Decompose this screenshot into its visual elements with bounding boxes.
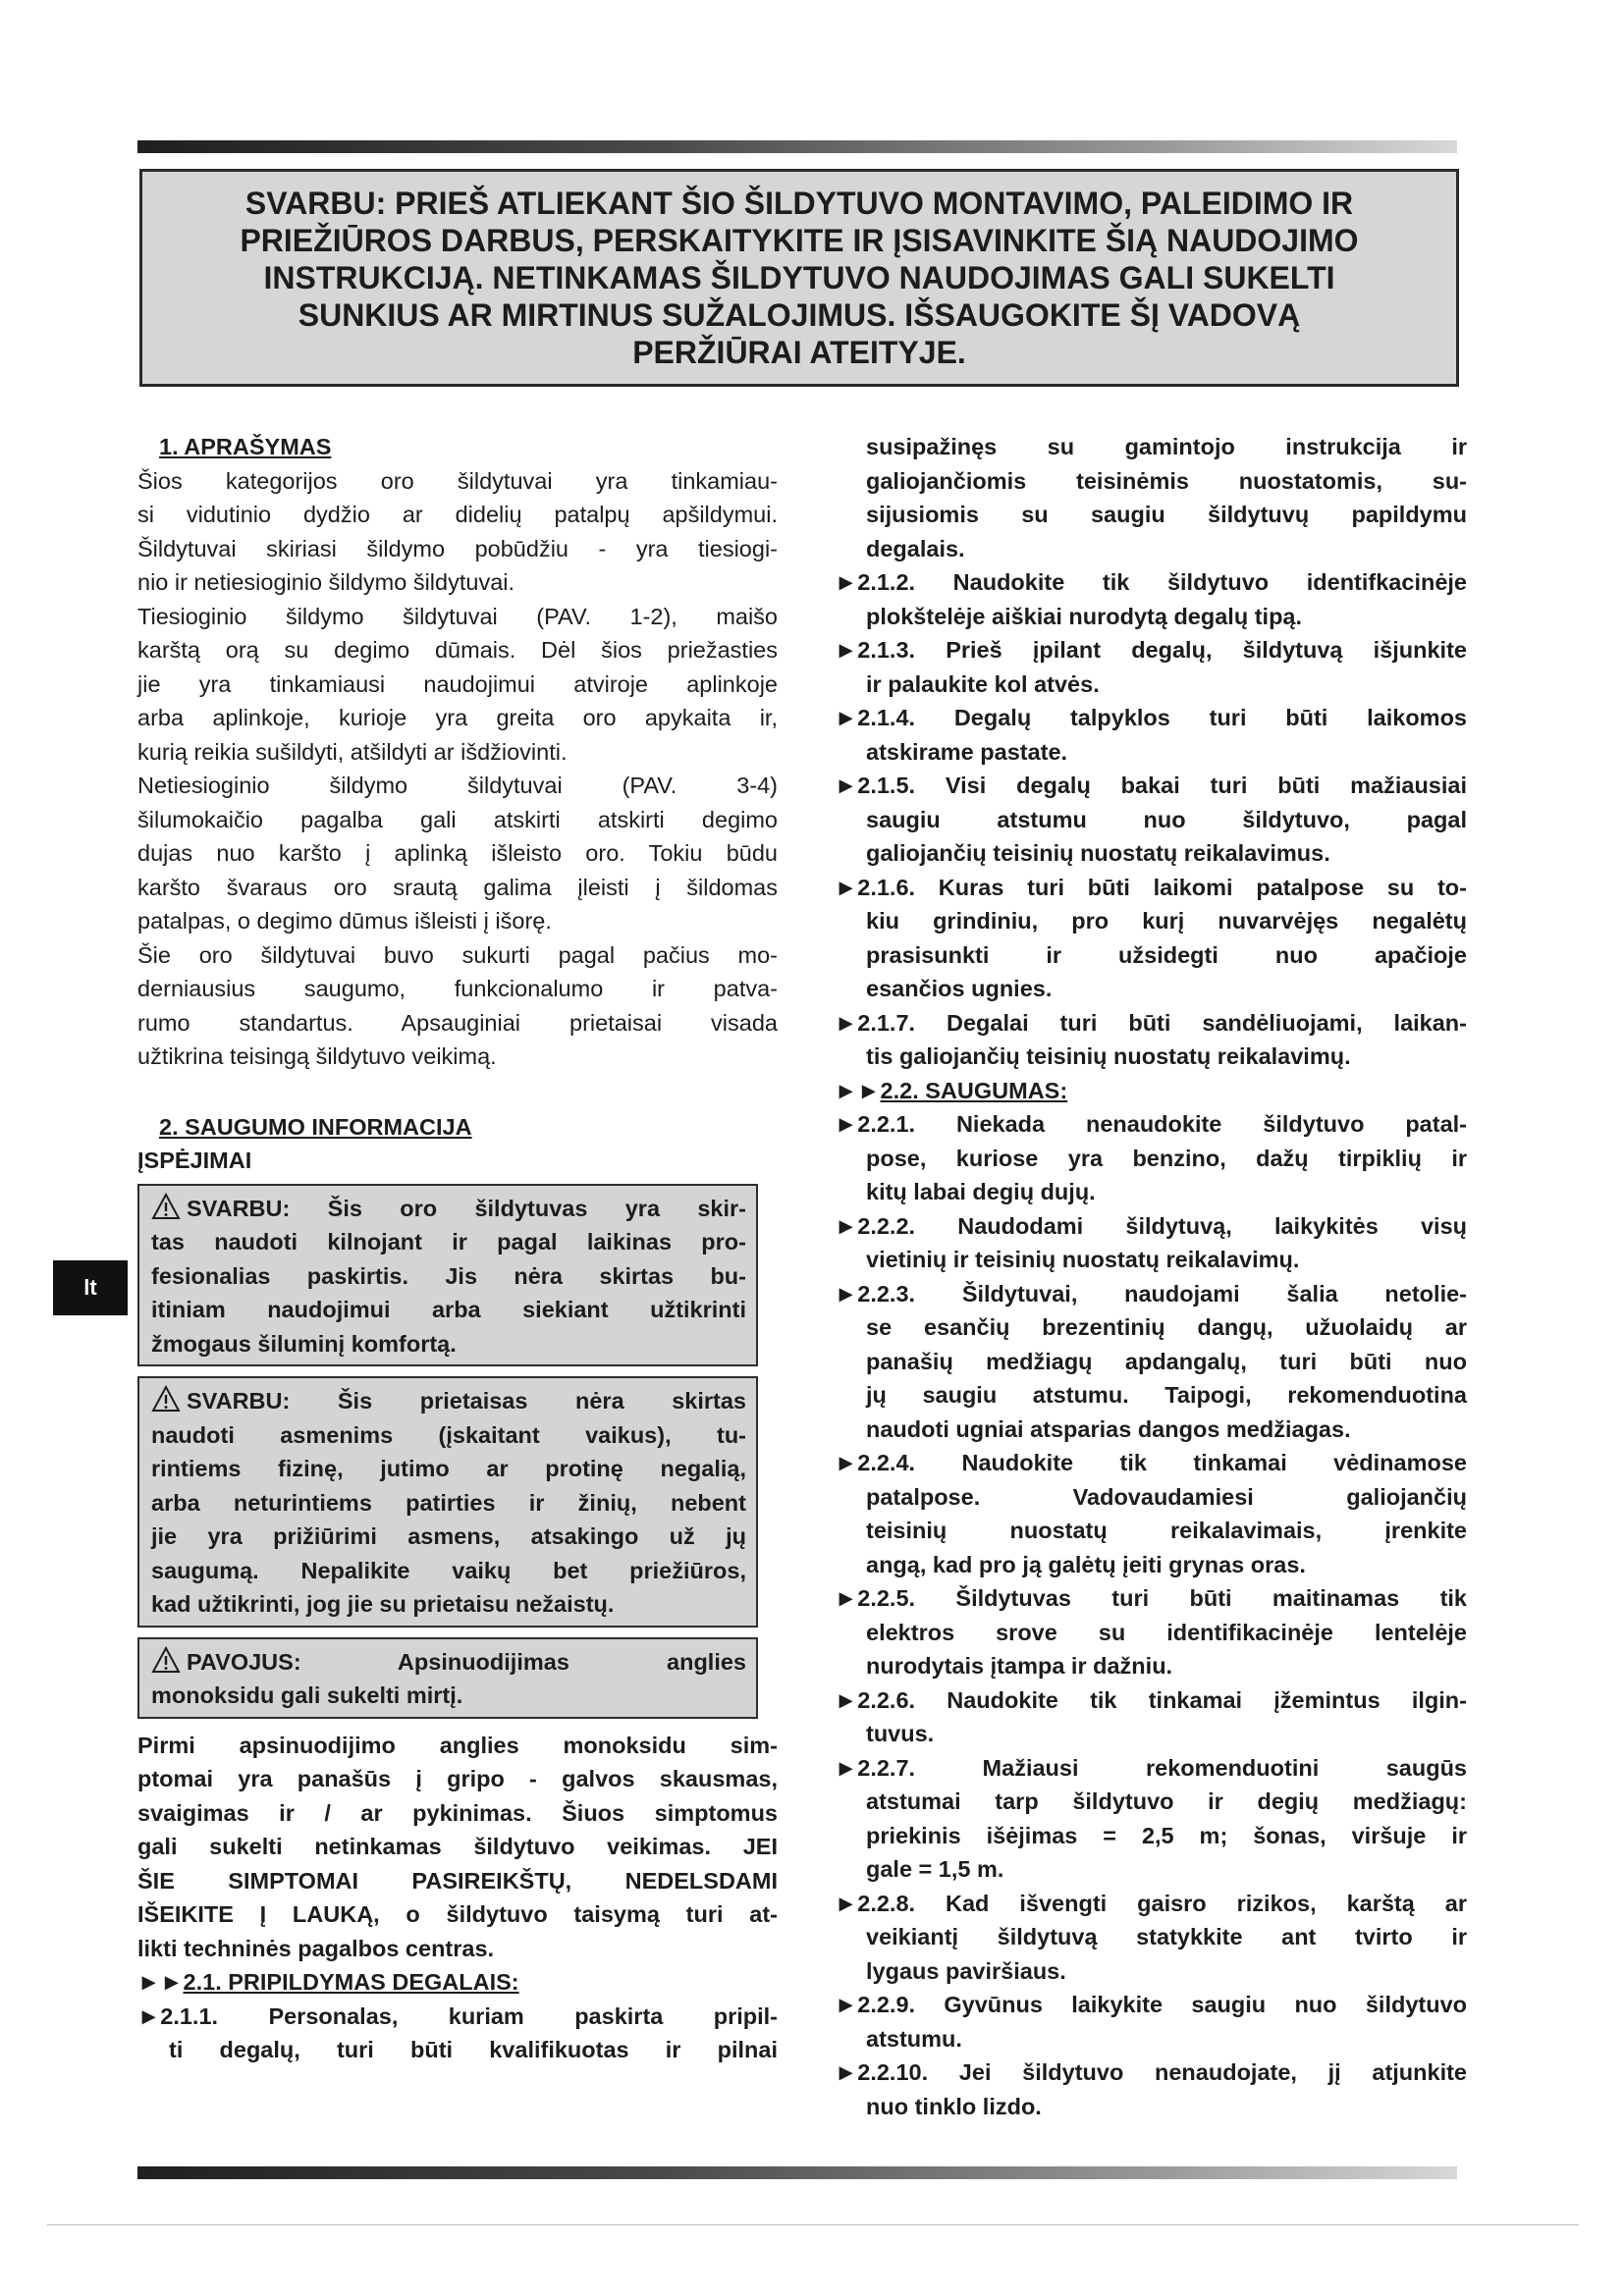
text-line: ►2.1.4. Degalų talpyklos turi būti laikomos [835, 705, 1467, 730]
text-line: ►2.2.9. Gyvūnus laikykite saugiu nuo šildytuvo [835, 1992, 1467, 2017]
text-line: galiojančiomis teisinėmis nuostatomis, su- [866, 467, 1467, 494]
text-line: Šildytuvai skiriasi šildymo pobūdžiu - yra tiesiogi- [137, 535, 778, 561]
text-line: šilumokaičio pagalba gali atskirti atskirti degimo [137, 806, 778, 832]
text-line: kitų labai degių dujų. [866, 1179, 1096, 1204]
section-1-title: 1. APRAŠYMAS [159, 434, 332, 459]
text-line: itiniam naudojimui arba siekiant užtikrinti [151, 1297, 746, 1322]
text-line: prasisunkti ir užsidegti nuo apačioje [866, 941, 1467, 968]
item-2-2-1 [835, 1107, 1467, 1209]
text-line: svaigimas ir / ar pykinimas. Šiuos simptomus [137, 1799, 778, 1826]
warning-triangle-icon [151, 1193, 181, 1220]
item-2-1-7 [835, 1006, 1467, 1074]
text-line: tuvus. [866, 1721, 935, 1746]
text-line: atstumai tarp šildytuvo ir degių medžiagų: [866, 1789, 1467, 1814]
subsection-title-text: 2.1. PRIPILDYMAS DEGALAIS: [183, 1969, 519, 1995]
arrow-markers: ►► [137, 1969, 184, 1995]
text-line: PAVOJUS: Apsinuodijimas anglies [187, 1648, 746, 1675]
left-column [137, 430, 778, 2067]
text-line: veikiantį šildytuvą statykkite ant tvirto ir [866, 1924, 1467, 1949]
text-line: gali sukelti netinkamas šildytuvo veikimas. JEI [137, 1834, 778, 1859]
warning-box-persons [137, 1376, 758, 1628]
language-tab: lt [53, 1260, 128, 1315]
text-line: patalpas, o degimo dūmus išleisti į išorę. [137, 908, 552, 934]
item-2-1-1 [137, 2000, 778, 2067]
item-2-2-8 [835, 1887, 1467, 1989]
item-2-1-5 [835, 769, 1467, 871]
text-line: gale = 1,5 m. [866, 1856, 1004, 1882]
description-paragraph [137, 769, 778, 938]
text-line: naudoti asmenims (įskaitant vaikus), tu- [151, 1421, 746, 1448]
warning-triangle-icon [151, 1385, 181, 1413]
subsection-2-2-title [835, 1074, 1467, 1108]
text-line: Netiesioginio šildymo šildytuvai (PAV. 3-4) [137, 773, 778, 798]
item-2-1-6 [835, 871, 1467, 1006]
item-2-1-1-continued [835, 430, 1467, 565]
text-line: karšto švaraus oro srautą galima įleisti į šildomas [137, 874, 778, 900]
text-line: elektros srove su identifikacinėje lentelėje [866, 1619, 1467, 1645]
warning-box-portable-use [137, 1184, 758, 1367]
text-line: arba neturintiems patirties ir žinių, nebent [151, 1489, 746, 1516]
text-line: priekinis išėjimas = 2,5 m; šonas, viršuje ir [866, 1822, 1467, 1848]
text-line: fesionalias paskirtis. Jis nėra skirtas bu- [151, 1262, 746, 1289]
text-line: susipažinęs su gamintojo instrukcija ir [866, 434, 1467, 459]
text-line: ptomai yra panašūs į gripo - galvos skausmas, [137, 1766, 778, 1791]
text-line: tas naudoti kilnojant ir pagal laikinas pro- [151, 1229, 746, 1255]
warning-line: INSTRUKCIJĄ. NETINKAMAS ŠILDYTUVO NAUDOJIMAS GALI SUKELTI [263, 260, 1335, 295]
item-2-2-3 [835, 1277, 1467, 1447]
spacer [137, 1074, 778, 1110]
item-2-2-5 [835, 1581, 1467, 1683]
text-line: ►2.1.6. Kuras turi būti laikomi patalpose su to- [835, 874, 1467, 900]
description-paragraph [137, 938, 778, 1074]
text-line: rumo standartus. Apsauginiai prietaisai visada [137, 1009, 778, 1036]
text-line: ►2.2.5. Šildytuvas turi būti maitinamas tik [835, 1585, 1467, 1611]
description-paragraph [137, 464, 778, 600]
text-line: kurią reikia sušildyti, atšildyti ar išdžiovinti. [137, 738, 568, 765]
text-line: pose, kuriose yra benzino, dažų tirpiklių ir [866, 1145, 1467, 1171]
text-line: nuo tinklo lizdo. [866, 2093, 1042, 2119]
text-line: degalais. [866, 535, 965, 561]
text-line: ►2.2.7. Mažiausi rekomenduotini saugūs [835, 1754, 1467, 1781]
right-column [835, 430, 1467, 2123]
text-line: jų saugiu atstumu. Taipogi, rekomenduotina [866, 1382, 1467, 1408]
item-2-2-2 [835, 1209, 1467, 1277]
important-warning-header [139, 169, 1459, 387]
warning-line: SUNKIUS AR MIRTINUS SUŽALOJIMUS. IŠSAUGOKITE ŠĮ VADOVĄ [298, 297, 1301, 333]
item-2-2-6 [835, 1683, 1467, 1751]
text-line: jie yra tinkamiausi naudojimui atviroje aplinkoje [137, 670, 778, 697]
warning-line: PERŽIŪRAI ATEITYJE. [632, 335, 966, 370]
text-line: likti techninės pagalbos centras. [137, 1935, 495, 1961]
text-line: patalpose. Vadovaudamiesi galiojančių [866, 1483, 1467, 1510]
text-line: užtikrina teisingą šildytuvo veikimą. [137, 1043, 497, 1069]
text-line: arba aplinkoje, kurioje yra greita oro apykaita ir, [137, 705, 778, 730]
text-line: ►2.1.5. Visi degalų bakai turi būti mažiausiai [835, 773, 1467, 798]
text-line: ir palaukite kol atvės. [866, 670, 1100, 697]
text-line: ►2.2.10. Jei šildytuvo nenaudojate, jį atjunkite [835, 2059, 1467, 2085]
item-2-1-4 [835, 701, 1467, 769]
text-line: rintiems fizinę, jutimo ar protinę negalią, [151, 1456, 746, 1481]
warning-line: SVARBU: PRIEŠ ATLIEKANT ŠIO ŠILDYTUVO MONTAVIMO, PALEIDIMO IR [244, 186, 1354, 221]
text-line: ►2.2.2. Naudodami šildytuvą, laikykitės visų [835, 1212, 1467, 1239]
text-line: monoksidu gali sukelti mirtį. [151, 1682, 463, 1708]
text-line: SVARBU: Šis oro šildytuvas yra skir- [187, 1195, 746, 1221]
text-line: ►2.1.1. Personalas, kuriam paskirta pripil- [137, 2002, 778, 2029]
subsection-title-text: 2.2. SAUGUMAS: [880, 1077, 1068, 1103]
text-line: derniausius saugumo, funkcionalumo ir patva- [137, 976, 778, 1001]
warnings-title: ĮSPĖJIMAI [137, 1148, 252, 1173]
co-symptoms-paragraph [137, 1729, 778, 1966]
text-line: atskirame pastate. [866, 738, 1068, 765]
text-line: ►2.2.4. Naudokite tik tinkamai vėdinamose [835, 1450, 1467, 1475]
text-line: kiu grindiniu, pro kurį nuvarvėjęs negalėtų [866, 908, 1467, 934]
text-line: ►2.2.1. Niekada nenaudokite šildytuvo patal- [835, 1111, 1467, 1137]
text-line: sijusiomis su saugiu šildytuvų papildymu [866, 502, 1467, 527]
bottom-decorative-bar [137, 2166, 1457, 2179]
text-line: Pirmi apsinuodijimo anglies monoksidu sim- [137, 1732, 778, 1758]
item-2-2-7 [835, 1751, 1467, 1887]
text-line: dujas nuo karšto į aplinką išleisto oro. Tokiu būdu [137, 840, 778, 866]
description-paragraph [137, 600, 778, 770]
item-2-2-9 [835, 1988, 1467, 2056]
warning-line: PRIEŽIŪROS DARBUS, PERSKAITYKITE IR ĮSISAVINKITE ŠIĄ NAUDOJIMO [240, 223, 1359, 258]
text-line: se esančių brezentinių dangų, užuolaidų ar [866, 1314, 1467, 1340]
text-line: panašių medžiagų apdangalų, turi būti nuo [866, 1348, 1467, 1374]
text-line: nurodytais įtampa ir dažniu. [866, 1653, 1173, 1679]
text-line: saugumą. Nepalikite vaikų bet priežiūros, [151, 1557, 746, 1583]
section-2-title: 2. SAUGUMO INFORMACIJA [159, 1113, 472, 1140]
text-line: plokštelėje aiškiai nurodytą degalų tipą. [866, 603, 1303, 629]
warning-triangle-icon [151, 1646, 181, 1674]
item-2-2-10 [835, 2056, 1467, 2123]
text-line: IŠEIKITE Į LAUKĄ, o šildytuvo taisymą turi at- [137, 1901, 778, 1927]
text-line: Tiesioginio šildymo šildytuvai (PAV. 1-2), maišo [137, 603, 778, 629]
text-line: esančios ugnies. [866, 976, 1053, 1001]
text-line: vietinių ir teisinių nuostatų reikalavimų. [866, 1247, 1300, 1272]
text-line: angą, kad pro ją galėtų įeiti grynas oras. [866, 1551, 1306, 1577]
text-line: galiojančių teisinių nuostatų reikalavimus. [866, 840, 1330, 866]
text-line: ►2.2.6. Naudokite tik tinkamai įžemintus ilgin- [835, 1686, 1467, 1713]
warning-box-danger-co [137, 1637, 758, 1719]
text-line: ►2.1.2. Naudokite tik šildytuvo identifkacinėje [835, 569, 1467, 595]
text-line: nio ir netiesioginio šildymo šildytuvai. [137, 569, 515, 595]
text-line: ►2.2.8. Kad išvengti gaisro rizikos, karštą ar [835, 1890, 1467, 1916]
text-line: SVARBU: Šis prietaisas nėra skirtas [187, 1388, 746, 1414]
item-2-2-4 [835, 1446, 1467, 1581]
text-line: žmogaus šiluminį komfortą. [151, 1330, 457, 1357]
text-line: teisinių nuostatų reikalavimais, įrenkite [866, 1518, 1467, 1543]
text-line: naudoti ugniai atsparias dangos medžiagas. [866, 1415, 1351, 1442]
footer-rule [47, 2224, 1579, 2225]
text-line: kad užtikrinti, jog jie su prietaisu nežaistų. [151, 1591, 615, 1617]
text-line: karštą orą su degimo dūmais. Dėl šios priežasties [137, 637, 778, 663]
text-line: tis galiojančių teisinių nuostatų reikalavimų. [866, 1043, 1351, 1069]
text-line: ti degalų, turi būti kvalifikuotas ir pilnai [169, 2037, 778, 2062]
arrow-markers: ►► [835, 1077, 881, 1103]
text-line: atstumu. [866, 2025, 962, 2052]
text-line: Šie oro šildytuvai buvo sukurti pagal pačius mo- [137, 941, 778, 968]
text-line: jie yra prižiūrimi asmens, atsakingo už jų [151, 1523, 746, 1549]
item-2-1-3 [835, 633, 1467, 701]
text-line: ►2.1.7. Degalai turi būti sandėliuojami, laikan- [835, 1009, 1467, 1036]
text-line: ŠIE SIMPTOMAI PASIREIKŠTŲ, NEDELSDAMI [137, 1867, 778, 1894]
item-2-1-2 [835, 565, 1467, 633]
text-line: lygaus paviršiaus. [866, 1957, 1066, 1984]
subsection-2-1-title [137, 1965, 778, 2000]
text-line: ►2.2.3. Šildytuvai, naudojami šalia netolie- [835, 1280, 1467, 1307]
text-line: Šios kategorijos oro šildytuvai yra tinkamiau- [137, 467, 778, 494]
top-decorative-bar [137, 140, 1457, 153]
text-line: saugiu atstumu nuo šildytuvo, pagal [866, 806, 1467, 832]
text-line: ►2.1.3. Prieš įpilant degalų, šildytuvą išjunkite [835, 637, 1467, 663]
text-line: si vidutinio dydžio ar didelių patalpų apšildymui. [137, 502, 778, 527]
